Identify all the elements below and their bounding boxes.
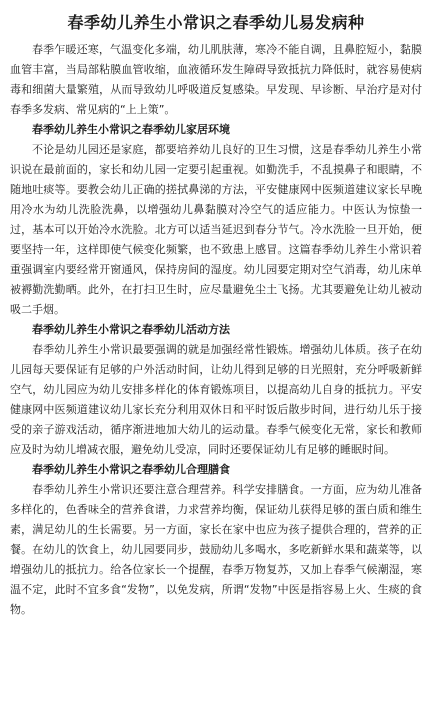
section-body-balanced-diet: 春季幼儿养生小常识还要注意合理营养。科学安排膳食。一方面，应为幼儿准备多样化的，色香味全的营养食谱，力求营养均衡，保证幼儿获得足够的蛋白质和维生素，满足幼儿的生长需要。另一方面，家长在家中也应为孩子提供合理的，营养的正餐。在幼儿的饮食上，幼儿园要同步，鼓励幼儿多喝水，多吃新鲜水果和蔬菜等，以增强幼儿的抵抗力。给各位家长一个提醒，春季万物复苏，又加上春季气候潮湿，寒温不定，此时不宜多食“发物”，以免发病，所谓“发物”中医是指容易上火、生痰的食物。: [10, 483, 422, 616]
article-title: 春季幼儿养生小常识之春季幼儿易发病种: [67, 13, 365, 32]
section-heading-home-environment: 春季幼儿养生小常识之春季幼儿家居环境: [32, 123, 230, 136]
section-heading-activity-methods: 春季幼儿养生小常识之春季幼儿活动方法: [32, 323, 230, 336]
section-heading-balanced-diet: 春季幼儿养生小常识之春季幼儿合理膳食: [32, 463, 230, 476]
section-body-home-environment: 不论是幼儿园还是家庭，都要培养幼儿良好的卫生习惯，这是春季幼儿养生小常识说在最前面的，家长和幼儿园一定要引起重视。如勤洗手，不乱摸鼻子和眼睛，不随地吐痰等。要教会幼儿正确的搓拭鼻涕的方法，平安健康网中医频道建议家长早晚用冷水为幼儿洗脸洗鼻，以增强幼儿鼻黏膜对冷空气的适应能力。中医认为惊蛰一过，基本可以开始冷水洗脸。北方可以适当延迟到春分节气。冷水洗脸一旦开始，便要坚持一年，这样即使气候变化频繁，也不致患上感冒。这篇春季幼儿养生小常识着重强调室内要经常开窗通风，保持房间的湿度。幼儿园要定期对空气消毒，幼儿床单被褥勤洗勤晒。此外，在打扫卫生时，应尽量避免尘土飞扬。尤其要避免让幼儿被动吸二手烟。: [10, 143, 422, 316]
intro-paragraph: 春季乍暖还寒，气温变化多端，幼儿肌肤薄，寒冷不能自调，且鼻腔短小，黏膜血管丰富，当局部粘膜血管收缩，血液循环发生障碍导致抵抗力降低时，就容易使病毒和细菌大量繁殖，从而导致幼儿呼吸道反复感染。早发现、早诊断、早治疗是对付春季多发病、常见病的“上上策”。: [10, 43, 422, 116]
section-body-activity-methods: 春季幼儿养生小常识最要强调的就是加强经常性锻炼。增强幼儿体质。孩子在幼儿园每天要保证有足够的户外活动时间，让幼儿得到足够的日光照射，充分呼吸新鲜空气，幼儿园应为幼儿安排多样化的体育锻炼项目，以提高幼儿自身的抵抗力。平安健康网中医频道建议幼儿家长充分利用双休日和平时饭后散步时间，进行幼儿乐于接受的亲子游戏活动，循序渐进地加大幼儿的运动量。春季气候变化无常，家长和教师应及时为幼儿增减衣服，避免幼儿受凉，同时还要保证幼儿有足够的睡眠时间。: [10, 343, 422, 456]
